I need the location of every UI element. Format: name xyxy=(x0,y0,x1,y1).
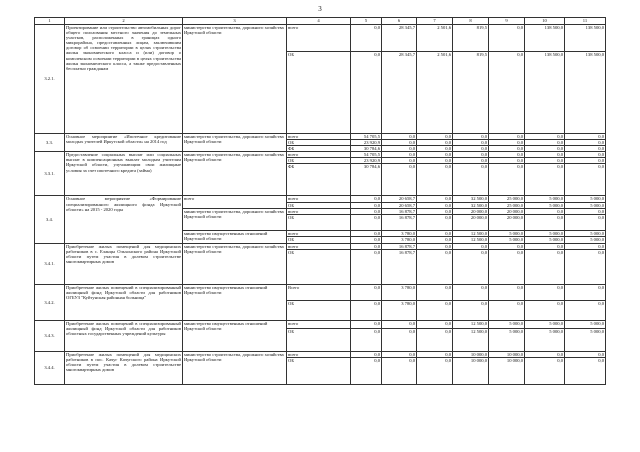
header-row xyxy=(35,18,606,25)
amount-cell: 5 000,0 xyxy=(565,202,606,208)
amount-cell: 0,0 xyxy=(417,320,453,328)
item-code: 3.4.3. xyxy=(35,320,65,351)
amount-cell: 0,0 xyxy=(453,146,489,152)
table-row xyxy=(35,284,606,300)
amount-cell: 0,0 xyxy=(382,328,417,351)
amount-cell: 30 784,6 xyxy=(351,164,382,196)
page-number: 3 xyxy=(318,5,322,13)
amount-cell: 0,0 xyxy=(417,351,453,357)
item-description: Проектирование или строительство автомобильных дорог общего пользования местного значения до земельных участков, расположенных в границах одного микрорайона, предоставленных лицам, заключившим договор об освоении территории в целях строительства жилья экономического класса и (или) договор о комплексном освоении территории в целях строительства жилья экономического класса, а также предоставленных бесплатно гражданам xyxy=(65,25,183,134)
amount-cell: 20 000,0 xyxy=(489,208,525,214)
item-description: Предоставление социальных выплат или социальных выплат в компенсационных выплат молодым учителям Иркутской области, улучшающим свои жилищные условия за счет ипотечного кредита (займа) xyxy=(65,152,183,196)
header-cell: 1 xyxy=(35,18,65,25)
item-code: 3.2.1. xyxy=(35,25,65,134)
amount-cell: 0,0 xyxy=(382,134,417,140)
program-table xyxy=(34,17,606,385)
amount-cell: 0,0 xyxy=(565,140,606,146)
item-description: Основное мероприятие «Формирование специализированного жилищного фонда Иркутской области» на 2015 - 2020 годы xyxy=(65,196,183,243)
amount-cell: 0,0 xyxy=(351,284,382,300)
funding-source: ОБ xyxy=(287,202,351,208)
amount-cell: 20 000,0 xyxy=(453,208,489,214)
amount-cell: 0,0 xyxy=(351,208,382,214)
amount-cell: 0,0 xyxy=(525,146,565,152)
header-cell: 6 xyxy=(382,18,417,25)
amount-cell: 0,0 xyxy=(453,152,489,158)
table-row xyxy=(35,320,606,328)
amount-cell: 0,0 xyxy=(565,158,606,164)
funding-source: всего xyxy=(287,25,351,52)
amount-cell: 0,0 xyxy=(453,164,489,196)
amount-cell: 0,0 xyxy=(351,214,382,230)
funding-source: ФБ xyxy=(287,146,351,152)
amount-cell: 5 000,0 xyxy=(489,328,525,351)
amount-cell: 32 500,0 xyxy=(453,202,489,208)
amount-cell: 0,0 xyxy=(417,243,453,249)
amount-cell: 0,0 xyxy=(417,152,453,158)
amount-cell: 16 878,7 xyxy=(382,214,417,230)
funding-source: всего xyxy=(287,208,351,214)
amount-cell: 0,0 xyxy=(417,328,453,351)
header-cell: 2 xyxy=(65,18,183,25)
amount-cell: 0,0 xyxy=(453,243,489,249)
amount-cell: 10 000,0 xyxy=(453,358,489,385)
amount-cell: 0,0 xyxy=(565,208,606,214)
amount-cell: 819,5 xyxy=(453,52,489,134)
executor-org: всего xyxy=(183,196,287,208)
executor-org: министерство строительства, дорожного хозяйства Иркутской области xyxy=(183,208,287,230)
amount-cell: 0,0 xyxy=(489,158,525,164)
funding-source: всего xyxy=(287,134,351,140)
amount-cell: 0,0 xyxy=(489,249,525,284)
amount-cell: 3 780,0 xyxy=(382,284,417,300)
amount-cell: 0,0 xyxy=(525,358,565,385)
amount-cell: 0,0 xyxy=(565,164,606,196)
amount-cell: 5 000,0 xyxy=(525,320,565,328)
item-description: Основное мероприятие «Ипотечное кредитование молодых учителей Иркутской области» на 2014 год xyxy=(65,134,183,152)
amount-cell: 138 500,0 xyxy=(525,25,565,52)
amount-cell: 0,0 xyxy=(382,358,417,385)
amount-cell: 0,0 xyxy=(489,284,525,300)
funding-source: ОБ xyxy=(287,52,351,134)
item-code: 3.4.4. xyxy=(35,351,65,384)
amount-cell: 0,0 xyxy=(417,208,453,214)
header-cell: 9 xyxy=(489,18,525,25)
amount-cell: 23 920,9 xyxy=(351,140,382,146)
amount-cell: 0,0 xyxy=(417,146,453,152)
amount-cell: 0,0 xyxy=(525,300,565,320)
item-code: 3.4.2. xyxy=(35,284,65,320)
amount-cell: 0,0 xyxy=(417,300,453,320)
header-cell: 3 xyxy=(183,18,287,25)
amount-cell: 12 500,0 xyxy=(453,236,489,243)
funding-source: ОБ xyxy=(287,236,351,243)
amount-cell: 5 000,0 xyxy=(565,230,606,236)
amount-cell: 10 000,0 xyxy=(489,351,525,357)
amount-cell: 0,0 xyxy=(351,230,382,236)
amount-cell: 0,0 xyxy=(525,284,565,300)
amount-cell: 0,0 xyxy=(351,236,382,243)
amount-cell: 0,0 xyxy=(417,284,453,300)
amount-cell: 0,0 xyxy=(351,358,382,385)
amount-cell: 138 500,0 xyxy=(565,52,606,134)
amount-cell: 0,0 xyxy=(453,284,489,300)
amount-cell: 0,0 xyxy=(417,164,453,196)
amount-cell: 5 000,0 xyxy=(489,320,525,328)
amount-cell: 0,0 xyxy=(382,152,417,158)
amount-cell: 0,0 xyxy=(417,140,453,146)
amount-cell: 5 000,0 xyxy=(565,320,606,328)
item-description: Приобретение жилых помещений в специализированный жилищный фонд Иркутской области для работников областных государственных учреждений культуры xyxy=(65,320,183,351)
amount-cell: 0,0 xyxy=(351,202,382,208)
item-code: 3.4. xyxy=(35,196,65,243)
amount-cell: 0,0 xyxy=(417,202,453,208)
amount-cell: 0,0 xyxy=(565,249,606,284)
amount-cell: 138 500,0 xyxy=(565,25,606,52)
amount-cell: 25 000,0 xyxy=(489,202,525,208)
amount-cell: 5 000,0 xyxy=(525,196,565,202)
amount-cell: 30 784,6 xyxy=(351,146,382,152)
header-cell: 10 xyxy=(525,18,565,25)
funding-source: ОБ xyxy=(287,158,351,164)
amount-cell: 5 000,0 xyxy=(565,196,606,202)
amount-cell: 0,0 xyxy=(525,351,565,357)
amount-cell: 0,0 xyxy=(525,249,565,284)
amount-cell: 0,0 xyxy=(565,134,606,140)
header-cell: 8 xyxy=(453,18,489,25)
amount-cell: 28 345,7 xyxy=(382,25,417,52)
amount-cell: 0,0 xyxy=(351,351,382,357)
header-cell: 5 xyxy=(351,18,382,25)
amount-cell: 12 500,0 xyxy=(453,320,489,328)
amount-cell: 0,0 xyxy=(489,152,525,158)
funding-source: всего xyxy=(287,351,351,357)
amount-cell: 0,0 xyxy=(417,236,453,243)
amount-cell: 0,0 xyxy=(525,152,565,158)
funding-source: ОБ xyxy=(287,214,351,230)
amount-cell: 0,0 xyxy=(417,249,453,284)
amount-cell: 0,0 xyxy=(382,320,417,328)
amount-cell: 0,0 xyxy=(351,249,382,284)
amount-cell: 0,0 xyxy=(351,52,382,134)
funding-source: ОБ xyxy=(287,249,351,284)
amount-cell: 3 780,0 xyxy=(382,300,417,320)
funding-source: всего xyxy=(287,230,351,236)
executor-org: министерство строительства, дорожного хозяйства Иркутской области xyxy=(183,351,287,384)
amount-cell: 16 878,7 xyxy=(382,208,417,214)
amount-cell: 5 000,0 xyxy=(525,202,565,208)
amount-cell: 0,0 xyxy=(417,158,453,164)
funding-source: всего xyxy=(287,196,351,202)
amount-cell: 0,0 xyxy=(453,140,489,146)
table-row xyxy=(35,25,606,52)
executor-org: министерство имущественных отношений Иркутской области xyxy=(183,230,287,243)
amount-cell: 20 000,0 xyxy=(453,214,489,230)
amount-cell: 54 705,5 xyxy=(351,134,382,140)
amount-cell: 0,0 xyxy=(417,196,453,202)
amount-cell: 0,0 xyxy=(525,243,565,249)
item-description: Приобретение жилых помещений для медицинских работников в с. Еланцы Ольхонского района Иркутской области путем участия в долевом строительстве многоквартирных домов xyxy=(65,243,183,284)
item-code: 3.4.1. xyxy=(35,243,65,284)
executor-org: министерство строительства, дорожного хозяйства Иркутской области xyxy=(183,152,287,196)
amount-cell: 5 000,0 xyxy=(525,328,565,351)
amount-cell: 0,0 xyxy=(417,134,453,140)
amount-cell: 0,0 xyxy=(565,351,606,357)
funding-source: ОБ xyxy=(287,300,351,320)
amount-cell: 0,0 xyxy=(565,284,606,300)
amount-cell: 0,0 xyxy=(525,214,565,230)
amount-cell: 0,0 xyxy=(382,158,417,164)
amount-cell: 16 878,7 xyxy=(382,249,417,284)
amount-cell: 16 878,7 xyxy=(382,243,417,249)
amount-cell: 0,0 xyxy=(382,351,417,357)
amount-cell: 819,5 xyxy=(453,25,489,52)
amount-cell: 3 780,0 xyxy=(382,236,417,243)
amount-cell: 12 500,0 xyxy=(453,328,489,351)
amount-cell: 0,0 xyxy=(453,249,489,284)
amount-cell: 0,0 xyxy=(565,214,606,230)
amount-cell: 0,0 xyxy=(351,25,382,52)
amount-cell: 5 000,0 xyxy=(489,236,525,243)
executor-org: министерство строительства, дорожного хозяйства Иркутской области xyxy=(183,243,287,284)
executor-org: министерство имущественных отношений Иркутской области xyxy=(183,284,287,320)
amount-cell: 0,0 xyxy=(453,158,489,164)
amount-cell: 0,0 xyxy=(382,164,417,196)
funding-source: ФБ xyxy=(287,164,351,196)
amount-cell: 0,0 xyxy=(351,300,382,320)
amount-cell: 0,0 xyxy=(382,146,417,152)
executor-org: министерство строительства, дорожного хозяйства Иркутской области xyxy=(183,25,287,134)
item-description: Приобретение жилых помещений в специализированный жилищный фонд Иркутской области для работников ОГБУЗ "Куйтунская районная больница" xyxy=(65,284,183,320)
amount-cell: 23 920,9 xyxy=(351,158,382,164)
amount-cell: 0,0 xyxy=(351,328,382,351)
amount-cell: 0,0 xyxy=(489,140,525,146)
amount-cell: 20 658,7 xyxy=(382,196,417,202)
header-cell: 11 xyxy=(565,18,606,25)
amount-cell: 5 000,0 xyxy=(489,230,525,236)
funding-source: всего xyxy=(287,243,351,249)
executor-org: министерство строительства, дорожного хозяйства Иркутской области xyxy=(183,134,287,152)
amount-cell: 0,0 xyxy=(417,230,453,236)
amount-cell: 10 000,0 xyxy=(453,351,489,357)
amount-cell: 0,0 xyxy=(489,300,525,320)
amount-cell: 0,0 xyxy=(565,358,606,385)
amount-cell: 2 501,6 xyxy=(417,52,453,134)
amount-cell: 0,0 xyxy=(489,146,525,152)
amount-cell: 0,0 xyxy=(489,52,525,134)
amount-cell: 0,0 xyxy=(453,300,489,320)
amount-cell: 0,0 xyxy=(489,134,525,140)
funding-source: всего xyxy=(287,152,351,158)
amount-cell: 5 000,0 xyxy=(525,236,565,243)
amount-cell: 0,0 xyxy=(351,196,382,202)
amount-cell: 5 000,0 xyxy=(525,230,565,236)
amount-cell: 0,0 xyxy=(565,300,606,320)
amount-cell: 0,0 xyxy=(565,243,606,249)
amount-cell: 5 000,0 xyxy=(565,328,606,351)
header-cell: 4 xyxy=(287,18,351,25)
amount-cell: 5 000,0 xyxy=(565,236,606,243)
amount-cell: 0,0 xyxy=(382,140,417,146)
amount-cell: 2 501,6 xyxy=(417,25,453,52)
amount-cell: 0,0 xyxy=(525,140,565,146)
amount-cell: 0,0 xyxy=(351,320,382,328)
amount-cell: 10 000,0 xyxy=(489,358,525,385)
amount-cell: 138 500,0 xyxy=(525,52,565,134)
amount-cell: 0,0 xyxy=(565,146,606,152)
amount-cell: 0,0 xyxy=(489,164,525,196)
amount-cell: 0,0 xyxy=(453,134,489,140)
funding-source: ОБ xyxy=(287,328,351,351)
amount-cell: 0,0 xyxy=(417,358,453,385)
amount-cell: 20 658,7 xyxy=(382,202,417,208)
header-cell: 7 xyxy=(417,18,453,25)
funding-source: всего xyxy=(287,320,351,328)
amount-cell: 0,0 xyxy=(525,158,565,164)
item-description: Приобретение жилых помещений для медицинских работников в пос. Качуг Качугского района Иркутской области путем участия в долевом строительстве многоквартирных домов xyxy=(65,351,183,384)
amount-cell: 0,0 xyxy=(525,208,565,214)
executor-org: министерство имущественных отношений Иркутской области xyxy=(183,320,287,351)
amount-cell: 20 000,0 xyxy=(489,214,525,230)
item-code: 3.3.1. xyxy=(35,152,65,196)
amount-cell: 0,0 xyxy=(565,152,606,158)
amount-cell: 0,0 xyxy=(525,134,565,140)
funding-source: ОБ xyxy=(287,358,351,385)
amount-cell: 0,0 xyxy=(489,25,525,52)
item-code: 3.3. xyxy=(35,134,65,152)
amount-cell: 12 500,0 xyxy=(453,230,489,236)
funding-source: Всего xyxy=(287,284,351,300)
amount-cell: 0,0 xyxy=(489,243,525,249)
amount-cell: 25 000,0 xyxy=(489,196,525,202)
amount-cell: 28 345,7 xyxy=(382,52,417,134)
amount-cell: 32 500,0 xyxy=(453,196,489,202)
amount-cell: 0,0 xyxy=(351,243,382,249)
funding-source: ОБ xyxy=(287,140,351,146)
amount-cell: 54 705,5 xyxy=(351,152,382,158)
amount-cell: 0,0 xyxy=(417,214,453,230)
amount-cell: 0,0 xyxy=(525,164,565,196)
amount-cell: 3 780,0 xyxy=(382,230,417,236)
